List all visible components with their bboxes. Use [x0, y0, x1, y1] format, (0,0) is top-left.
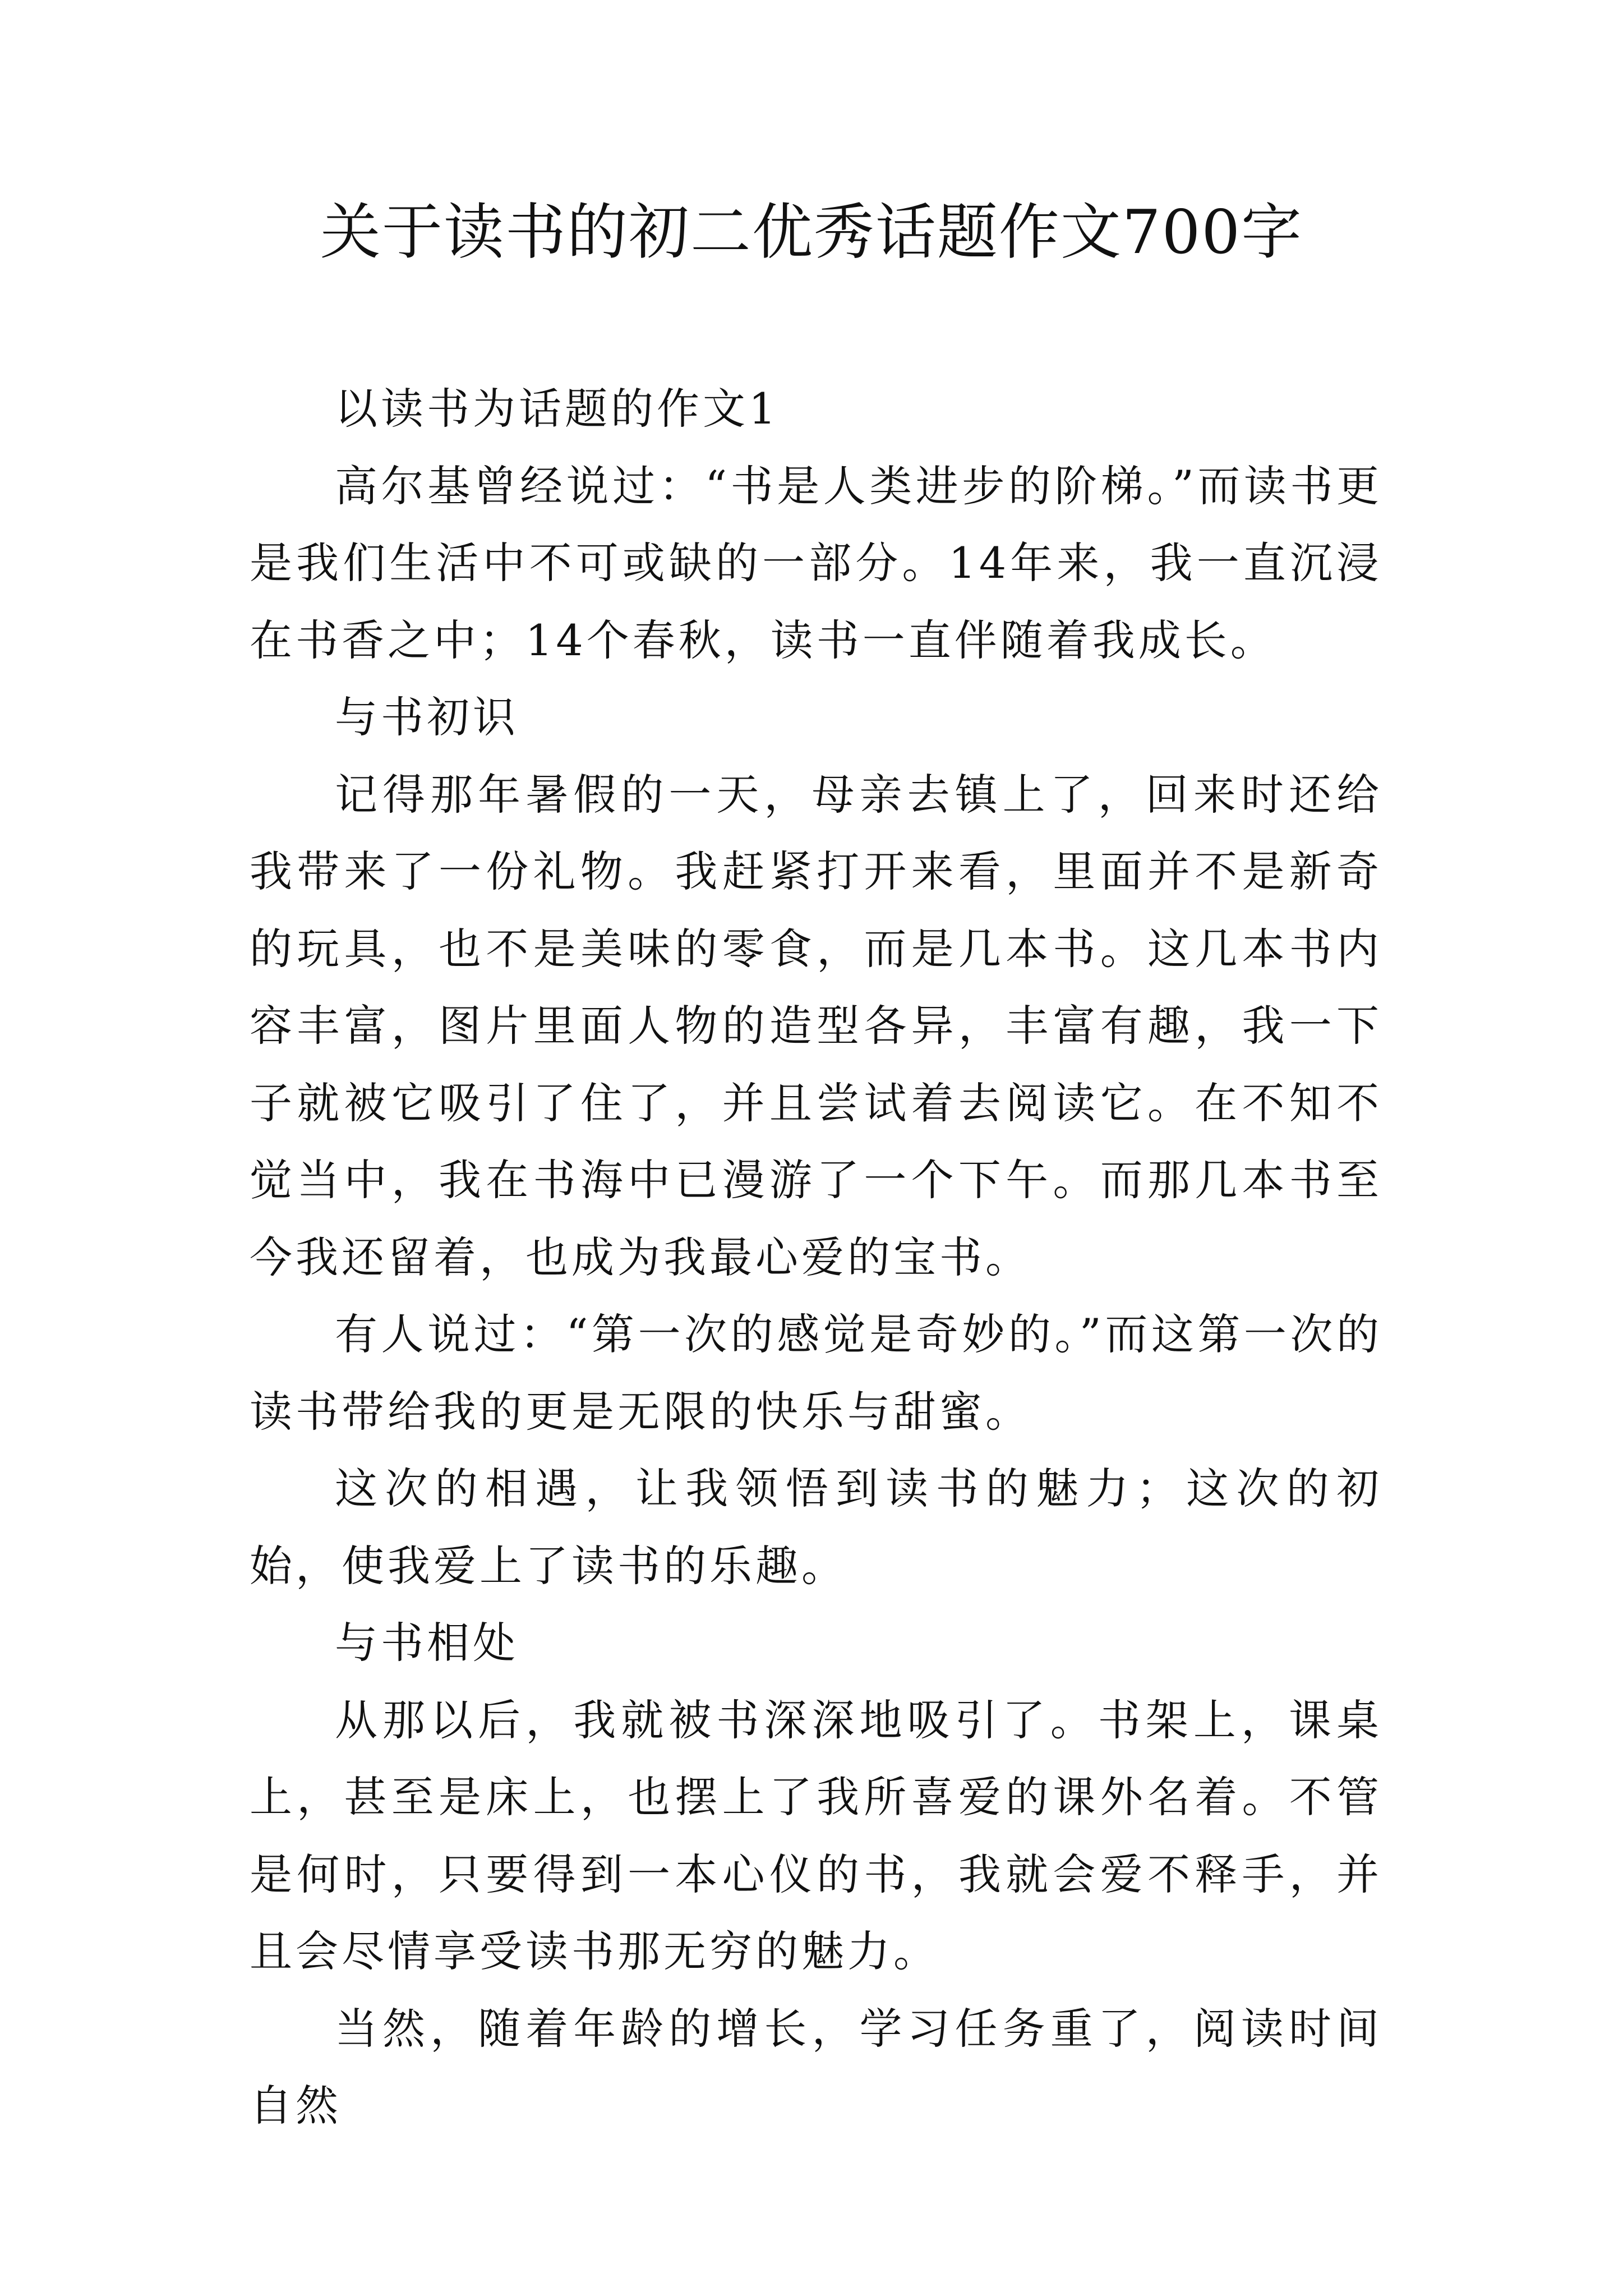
paragraph: 高尔基曾经说过：“书是人类进步的阶梯。”而读书更是我们生活中不可或缺的一部分。14年来，我一直沉浸在书香之中；14个春秋，读书一直伴随着我成长。 [250, 461, 1382, 665]
paragraph: 这次的相遇，让我领悟到读书的魅力；这次的初始，使我爱上了读书的乐趣。 [250, 1464, 1382, 1591]
paragraph: 当然，随着年龄的增长，学习任务重了，阅读时间自然 [250, 2003, 1382, 2131]
paragraph-subheading: 与书相处 [335, 1618, 519, 1668]
document-body [250, 370, 1382, 2145]
paragraph: 有人说过：“第一次的感觉是奇妙的。”而这第一次的读书带给我的更是无限的快乐与甜蜜。 [250, 1309, 1382, 1437]
paragraph: 记得那年暑假的一天，母亲去镇上了，回来时还给我带来了一份礼物。我赶紧打开来看，里面并不是新奇的玩具，也不是美味的零食，而是几本书。这几本书内容丰富，图片里面人物的造型各异，丰富有趣，我一下子就被它吸引了住了，并且尝试着去阅读它。在不知不觉当中，我在书海中已漫游了一个下午。而那几本书至今我还留着，也成为我最心爱的宝书。 [250, 769, 1382, 1282]
paragraph-section-heading: 以读书为话题的作文1 [335, 384, 780, 434]
paragraph: 从那以后，我就被书深深地吸引了。书架上，课桌上，甚至是床上，也摆上了我所喜爱的课外名着。不管是何时，只要得到一本心仪的书，我就会爱不释手，并且会尽情享受读书那无穷的魅力。 [250, 1695, 1382, 1976]
document-title: 关于读书的初二优秀话题作文700字 [320, 197, 1303, 268]
paragraph-subheading: 与书初识 [335, 692, 519, 742]
